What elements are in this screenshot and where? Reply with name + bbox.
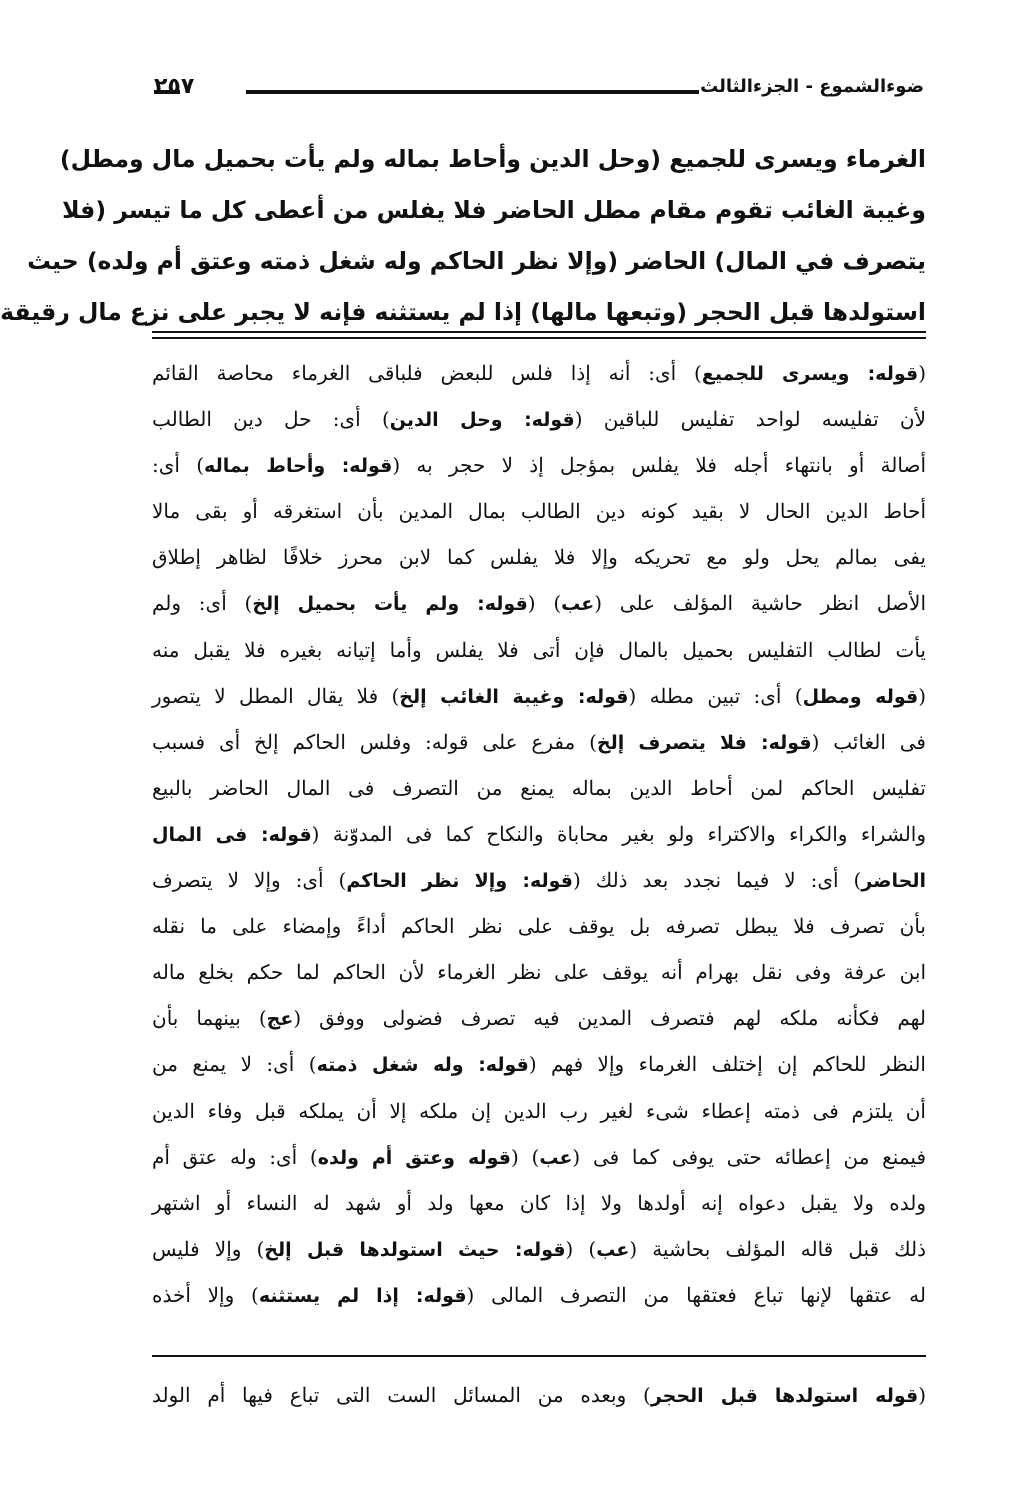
commentary-segment: ) أى: حل دين الطالب <box>152 407 390 432</box>
commentary-segment: ) أى: تبين مطله ( <box>628 683 803 708</box>
commentary-segment: ) وإلا فليس <box>152 1236 265 1261</box>
commentary-segment: ) أى: أنه إذا فلس للبعض فلباقى الغرماء محاصة القائم <box>152 361 702 385</box>
commentary-lemma: قوله: حيث استولدها قبل إلخ <box>264 1238 566 1261</box>
commentary-line <box>152 1226 926 1272</box>
footnote-line <box>152 1370 926 1421</box>
main-text-line: وغيبة الغائب تقوم مقام مطل الحاضر فلا يفلس من أعطى كل ما تيسر (فلا <box>62 196 926 224</box>
commentary-segment: ) وإلا أخذه <box>152 1282 259 1307</box>
commentary-segment: ) ( <box>565 1236 597 1261</box>
commentary-lemma: قوله: فلا يتصرف إلخ <box>596 731 812 754</box>
separator-rule-top <box>152 331 926 333</box>
commentary-line <box>152 534 926 580</box>
commentary-lemma: قوله استولدها قبل الحجر <box>650 1385 919 1407</box>
commentary-line <box>152 1041 926 1087</box>
commentary-lemma: قوله: وله شغل ذمته <box>316 1054 529 1077</box>
main-text-line: الغرماء ويسرى للجميع (وحل الدين وأحاط بماله ولم يأت بحميل مال ومطل) <box>59 145 926 173</box>
commentary-line <box>152 673 926 719</box>
commentary-line <box>152 396 926 442</box>
commentary-line <box>152 1134 926 1180</box>
commentary-line <box>152 1088 926 1134</box>
commentary-line <box>152 765 926 811</box>
commentary-segment: ) مفرع على قوله: وفلس الحاكم إلخ أى فسبب <box>152 729 597 754</box>
commentary-segment: ) ( <box>510 1144 540 1169</box>
commentary-segment: فيمنع من إعطائه حتى يوفى كما فى ( <box>572 1144 927 1169</box>
commentary-line <box>152 442 926 488</box>
commentary-line <box>152 627 926 673</box>
commentary-segment: ) أى: وله عتق أم <box>152 1144 318 1169</box>
commentary-segment: ابن عرفة وفى نقل بهرام أنه يوقف على نظر الغرماء لأن الحاكم لما حكم بخلع ماله <box>152 960 926 985</box>
commentary-lemma: قوله: وأحاط بماله <box>204 455 393 478</box>
commentary-segment: له عتقها لإنها تباع فعتقها من التصرف المالى ( <box>466 1282 926 1307</box>
page-number-dash <box>154 90 180 94</box>
commentary-line <box>152 488 926 534</box>
main-text <box>0 134 926 338</box>
commentary-segment: ) وبعده من المسائل الست التى تباع فيها أم الولد <box>152 1383 651 1407</box>
commentary-segment: الأصل انظر حاشية المؤلف على ( <box>594 591 926 616</box>
commentary-segment: والشراء والكراء والاكتراء ولو بغير محاباة والنكاح كما فى المدوّنة ( <box>311 821 926 846</box>
commentary-lemma: قوله: إذا لم يستثنه <box>258 1284 467 1307</box>
commentary-segment: بأن تصرف فلا يبطل تصرفه بل يوقف على نظر الحاكم أداءً وإمضاء على ما نقله <box>152 914 926 939</box>
commentary-line <box>152 350 926 396</box>
commentary-segment: تفليس الحاكم لمن أحاط الدين بماله يمنع من التصرف فى المال الحاضر بالبيع <box>152 775 926 800</box>
commentary-line <box>152 719 926 765</box>
commentary-lemma: قوله: وإلا نظر الحاكم <box>346 870 573 893</box>
commentary-segment: ذلك قبل قاله المؤلف بحاشية ( <box>629 1236 926 1261</box>
commentary-segment: يأت لطالب التفليس بحميل بالمال فإن أتى فلا يفلس وأما إتيانه بغيره فلا يقبل منه <box>152 637 926 662</box>
commentary-lemma: قوله: ويسرى للجميع <box>701 363 919 385</box>
commentary-segment: لأن تفليسه لواحد تفليس للباقين ( <box>574 407 926 432</box>
commentary-lemma: الحاضر <box>861 870 927 893</box>
commentary-segment: النظر للحاكم إن إختلف الغرماء وإلا فهم ( <box>528 1052 926 1077</box>
commentary-lemma: عب <box>561 593 595 616</box>
commentary-lemma: قوله: وغيبة الغائب إلخ <box>399 685 629 708</box>
header-rule <box>246 90 699 94</box>
commentary-line <box>152 580 926 626</box>
commentary-line <box>152 857 926 903</box>
main-text-line: استولدها قبل الحجر (وتبعها مالها) إذا لم يستثنه فإنه لا يجبر على نزع مال رقيقة <box>0 298 926 326</box>
commentary-text <box>152 350 926 1318</box>
commentary-lemma: عب <box>596 1238 630 1261</box>
commentary-segment: ) أى: وإلا لا يتصرف <box>152 868 347 893</box>
commentary-segment: ) فلا يقال المطل لا يتصور <box>152 683 400 708</box>
commentary-segment: أصالة أو بانتهاء أجله فلا يفلس بمؤجل إذ لا حجر به ( <box>392 453 926 478</box>
commentary-segment: ( <box>918 361 926 385</box>
main-text-line: يتصرف في المال) الحاضر (وإلا نظر الحاكم وله شغل ذمته وعتق أم ولده) حيث <box>27 247 926 275</box>
commentary-lemma: قوله: ولم يأت بحميل إلخ <box>252 593 528 616</box>
commentary-segment: لهم فكأنه ملكه لهم فتصرف المدين فيه تصرف فضولى ووفق ( <box>293 1006 926 1031</box>
commentary-lemma: قوله: وحل الدين <box>389 409 575 432</box>
commentary-segment: أحاط الدين الحال لا بقيد كونه دين الطالب بمال المدين بأن استغرقه أو بقى مالا <box>152 499 926 524</box>
page-number: ٢٥٧ <box>154 74 195 99</box>
commentary-lemma: قوله وعتق أم ولده <box>317 1146 511 1169</box>
commentary-lemma: عب <box>539 1146 573 1169</box>
commentary-line <box>152 1180 926 1226</box>
commentary-segment: ) أى: لا يمنع من <box>152 1052 317 1077</box>
footnote <box>152 1370 926 1421</box>
page-header <box>154 74 924 108</box>
commentary-line <box>152 811 926 857</box>
commentary-lemma: عج <box>266 1008 294 1031</box>
commentary-segment: ) أى: لا فيما نجدد بعد ذلك ( <box>572 868 862 893</box>
commentary-segment: أن يلتزم فى ذمته إعطاء شىء لغير رب الدين إن ملكه إلا أن يملكه قبل وفاء الدين <box>152 1098 926 1123</box>
commentary-lemma: قوله ومطل <box>802 685 919 708</box>
running-title: ضوءالشموع - الجزءالثالث <box>700 76 924 97</box>
commentary-segment: ( <box>918 683 927 708</box>
commentary-segment: ولده ولا يقبل دعواه إنه أولدها ولا إذا كان معها ولد أو شهد له النساء أو اشتهر <box>152 1190 926 1215</box>
footnote-rule <box>152 1355 926 1357</box>
separator-rule-bottom <box>152 337 926 339</box>
commentary-line <box>152 903 926 949</box>
commentary-segment: ) أى: <box>152 453 205 478</box>
commentary-line <box>152 995 926 1041</box>
commentary-segment: فى الغائب ( <box>811 729 926 754</box>
commentary-lemma: قوله: فى المال <box>152 823 312 846</box>
commentary-line <box>152 1272 926 1318</box>
commentary-segment: ) أى: ولم <box>152 591 253 616</box>
commentary-segment: يفى بمالم يحل ولو مع تحريكه وإلا فلا يفلس كما لابن محرز خلافًا لظاهر إطلاق <box>152 545 926 570</box>
commentary-segment: ) ( <box>527 591 562 616</box>
commentary-line <box>152 949 926 995</box>
commentary-segment: ( <box>918 1383 926 1407</box>
commentary-segment: ) بينهما بأن <box>152 1006 267 1031</box>
